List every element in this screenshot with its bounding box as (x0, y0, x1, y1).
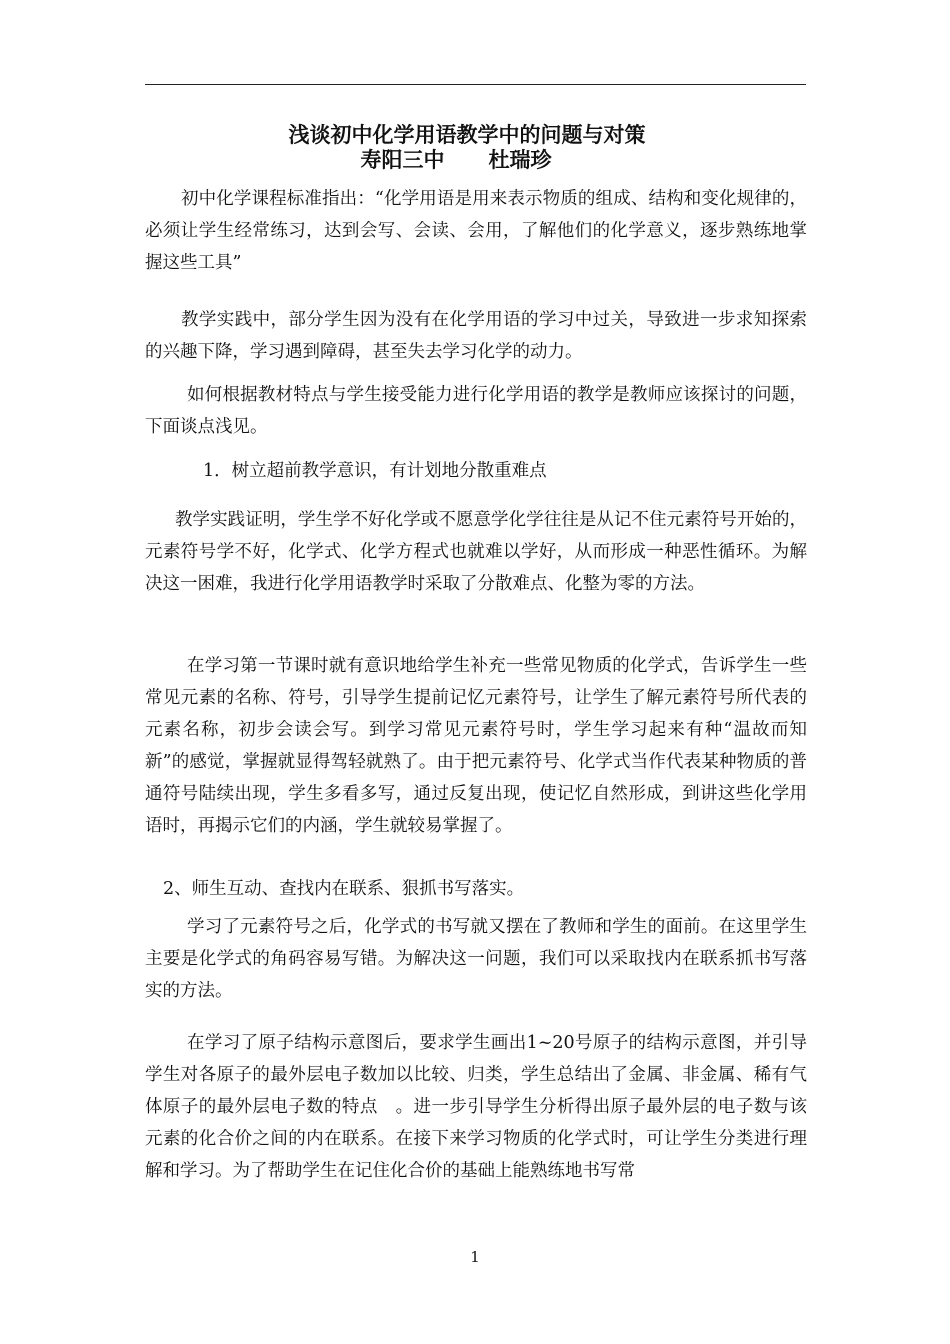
header-rule (145, 84, 806, 85)
paragraph-1: 初中化学课程标准指出：“化学用语是用来表示物质的组成、结构和变化规律的，必须让学生经常练习，达到会写、会读、会用，了解他们的化学意义，逐步熟练地掌握这些工具” (145, 189, 807, 273)
paragraph-4: 教学实践证明，学生学不好化学或不愿意学化学往往是从记不住元素符号开始的，元素符号学不好，化学式、化学方程式也就难以学好，从而形成一种恶性循环。为解决这一困难，我进行化学用语教学时采取了分散难点、化整为零的方法。 (145, 510, 807, 594)
paragraph-6: 学习了元素符号之后，化学式的书写就又摆在了教师和学生的面前。在这里学生主要是化学式的角码容易写错。为解决这一问题，我们可以采取找内在联系抓书写落实的方法。 (145, 917, 807, 1001)
paragraph-2: 教学实践中，部分学生因为没有在化学用语的学习中过关，导致进一步求知探索的兴趣下降，学习遇到障碍，甚至失去学习化学的动力。 (145, 310, 807, 362)
document-title: 浅谈初中化学用语教学中的问题与对策 (288, 123, 646, 147)
page-number: 1 (470, 1248, 480, 1266)
author-name: 杜瑞珍 (488, 148, 552, 172)
paragraph-3: 如何根据教材特点与学生接受能力进行化学用语的教学是教师应该探讨的问题，下面谈点浅见。 (145, 385, 807, 437)
school-name: 寿阳三中 (360, 148, 445, 172)
paragraph-5: 在学习第一节课时就有意识地给学生补充一些常见物质的化学式，告诉学生一些常见元素的名称、符号，引导学生提前记忆元素符号，让学生了解元素符号所代表的元素名称，初步会读会写。到学习常见元素符号时，学生学习起来有种“温故而知新”的感觉，掌握就显得驾轻就熟了。由于把元素符号、化学式当作代表某种物质的普通符号陆续出现，学生多看多写，通过反复出现，使记忆自然形成，到讲这些化学用语时，再揭示它们的内涵，学生就较易掌握了。 (145, 656, 807, 836)
section-heading-1: 1．树立超前教学意识，有计划地分散重难点 (203, 461, 547, 481)
section-heading-2: 2、师生互动、查找内在联系、狠抓书写落实。 (163, 879, 525, 899)
author-line (0, 147, 931, 173)
paragraph-7: 在学习了原子结构示意图后，要求学生画出1~20号原子的结构示意图，并引导学生对各原子的最外层电子数加以比较、归类，学生总结出了金属、非金属、稀有气体原子的最外层电子数的特点 。进一步引导学生分析得出原子最外层的电子数与该元素的化合价之间的内在联系。在接下来学习物质的化学式时，可让学生分类进行理解和学习。为了帮助学生在记住化合价的基础上能熟练地书写常 (145, 1033, 807, 1181)
